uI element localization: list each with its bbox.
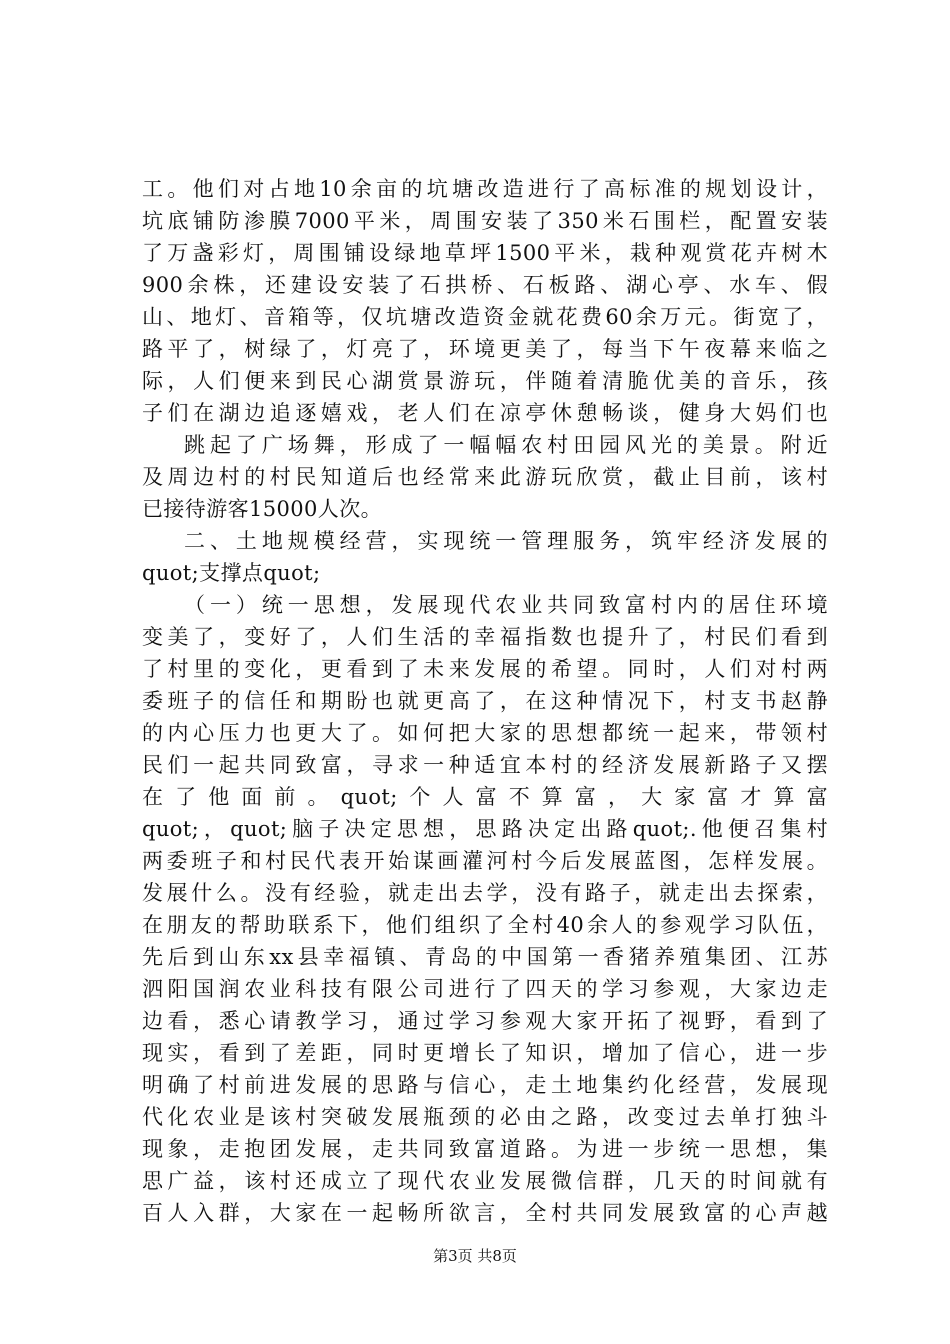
text-line: 变美了，变好了，人们生活的幸福指数也提升了，村民们看到 — [142, 625, 828, 649]
text-line: quot;，quot;脑子决定思想，思路决定出路quot;.他便召集村 — [142, 817, 828, 841]
text-line: 泗阳国润农业科技有限公司进行了四天的学习参观，大家边走 — [142, 977, 828, 1001]
text-line: 委班子的信任和期盼也就更高了，在这种情况下，村支书赵静 — [142, 689, 828, 713]
text-line: 了村里的变化，更看到了未来发展的希望。同时，人们对村两 — [142, 657, 828, 681]
body-text — [142, 173, 828, 1229]
page-number-footer: 第3页 共8页 — [433, 1247, 517, 1265]
text-line: 现实，看到了差距，同时更增长了知识，增加了信心，进一步 — [142, 1041, 828, 1065]
text-line: 百人入群，大家在一起畅所欲言，全村共同发展致富的心声越 — [142, 1201, 828, 1225]
text-line: 及周边村的村民知道后也经常来此游玩欣赏，截止目前，该村 — [142, 465, 828, 489]
text-line: 了万盏彩灯，周围铺设绿地草坪1500平米，栽种观赏花卉树木 — [142, 241, 828, 265]
text-line: 的内心压力也更大了。如何把大家的思想都统一起来，带领村 — [142, 721, 828, 745]
section-heading-line: quot;支撑点quot; — [142, 561, 321, 585]
text-line: 山、地灯、音箱等，仅坑塘改造资金就花费60余万元。街宽了， — [142, 305, 828, 329]
text-line: 先后到山东xx县幸福镇、青岛的中国第一香猪养殖集团、江苏 — [142, 945, 828, 969]
text-line: 现象，走抱团发展，走共同致富道路。为进一步统一思想，集 — [142, 1137, 828, 1161]
text-line: 在朋友的帮助联系下，他们组织了全村40余人的参观学习队伍， — [142, 913, 828, 937]
text-line: 边看，悉心请教学习，通过学习参观大家开拓了视野，看到了 — [142, 1009, 828, 1033]
text-line: 已接待游客15000人次。 — [142, 497, 383, 521]
text-line: 思广益，该村还成立了现代农业发展微信群，几天的时间就有 — [142, 1169, 828, 1193]
text-line: 代化农业是该村突破发展瓶颈的必由之路，改变过去单打独斗 — [142, 1105, 828, 1129]
text-line: （一）统一思想，发展现代农业共同致富村内的居住环境 — [184, 593, 828, 617]
text-line: 明确了村前进发展的思路与信心，走土地集约化经营，发展现 — [142, 1073, 828, 1097]
text-line: 跳起了广场舞，形成了一幅幅农村田园风光的美景。附近 — [184, 433, 828, 457]
text-line: 坑底铺防渗膜7000平米，周围安装了350米石围栏，配置安装 — [142, 209, 828, 233]
text-line: 900余株，还建设安装了石拱桥、石板路、湖心亭、水车、假 — [142, 273, 828, 297]
text-line: 民们一起共同致富，寻求一种适宜本村的经济发展新路子又摆 — [142, 753, 828, 777]
text-line: 两委班子和村民代表开始谋画灌河村今后发展蓝图，怎样发展。 — [142, 849, 828, 873]
text-line: 发展什么。没有经验，就走出去学，没有路子，就走出去探索， — [142, 881, 828, 905]
text-line: 际，人们便来到民心湖赏景游玩，伴随着清脆优美的音乐，孩 — [142, 369, 828, 393]
section-heading-line: 二、土地规模经营，实现统一管理服务，筑牢经济发展的 — [184, 529, 828, 553]
text-line: 子们在湖边追逐嬉戏，老人们在凉亭休憩畅谈，健身大妈们也 — [142, 401, 828, 425]
text-line: 工。他们对占地10余亩的坑塘改造进行了高标准的规划设计， — [142, 177, 828, 201]
text-line: 路平了，树绿了，灯亮了，环境更美了，每当下午夜幕来临之 — [142, 337, 828, 361]
text-line: 在了他面前。quot;个人富不算富，大家富才算富 — [142, 785, 828, 809]
